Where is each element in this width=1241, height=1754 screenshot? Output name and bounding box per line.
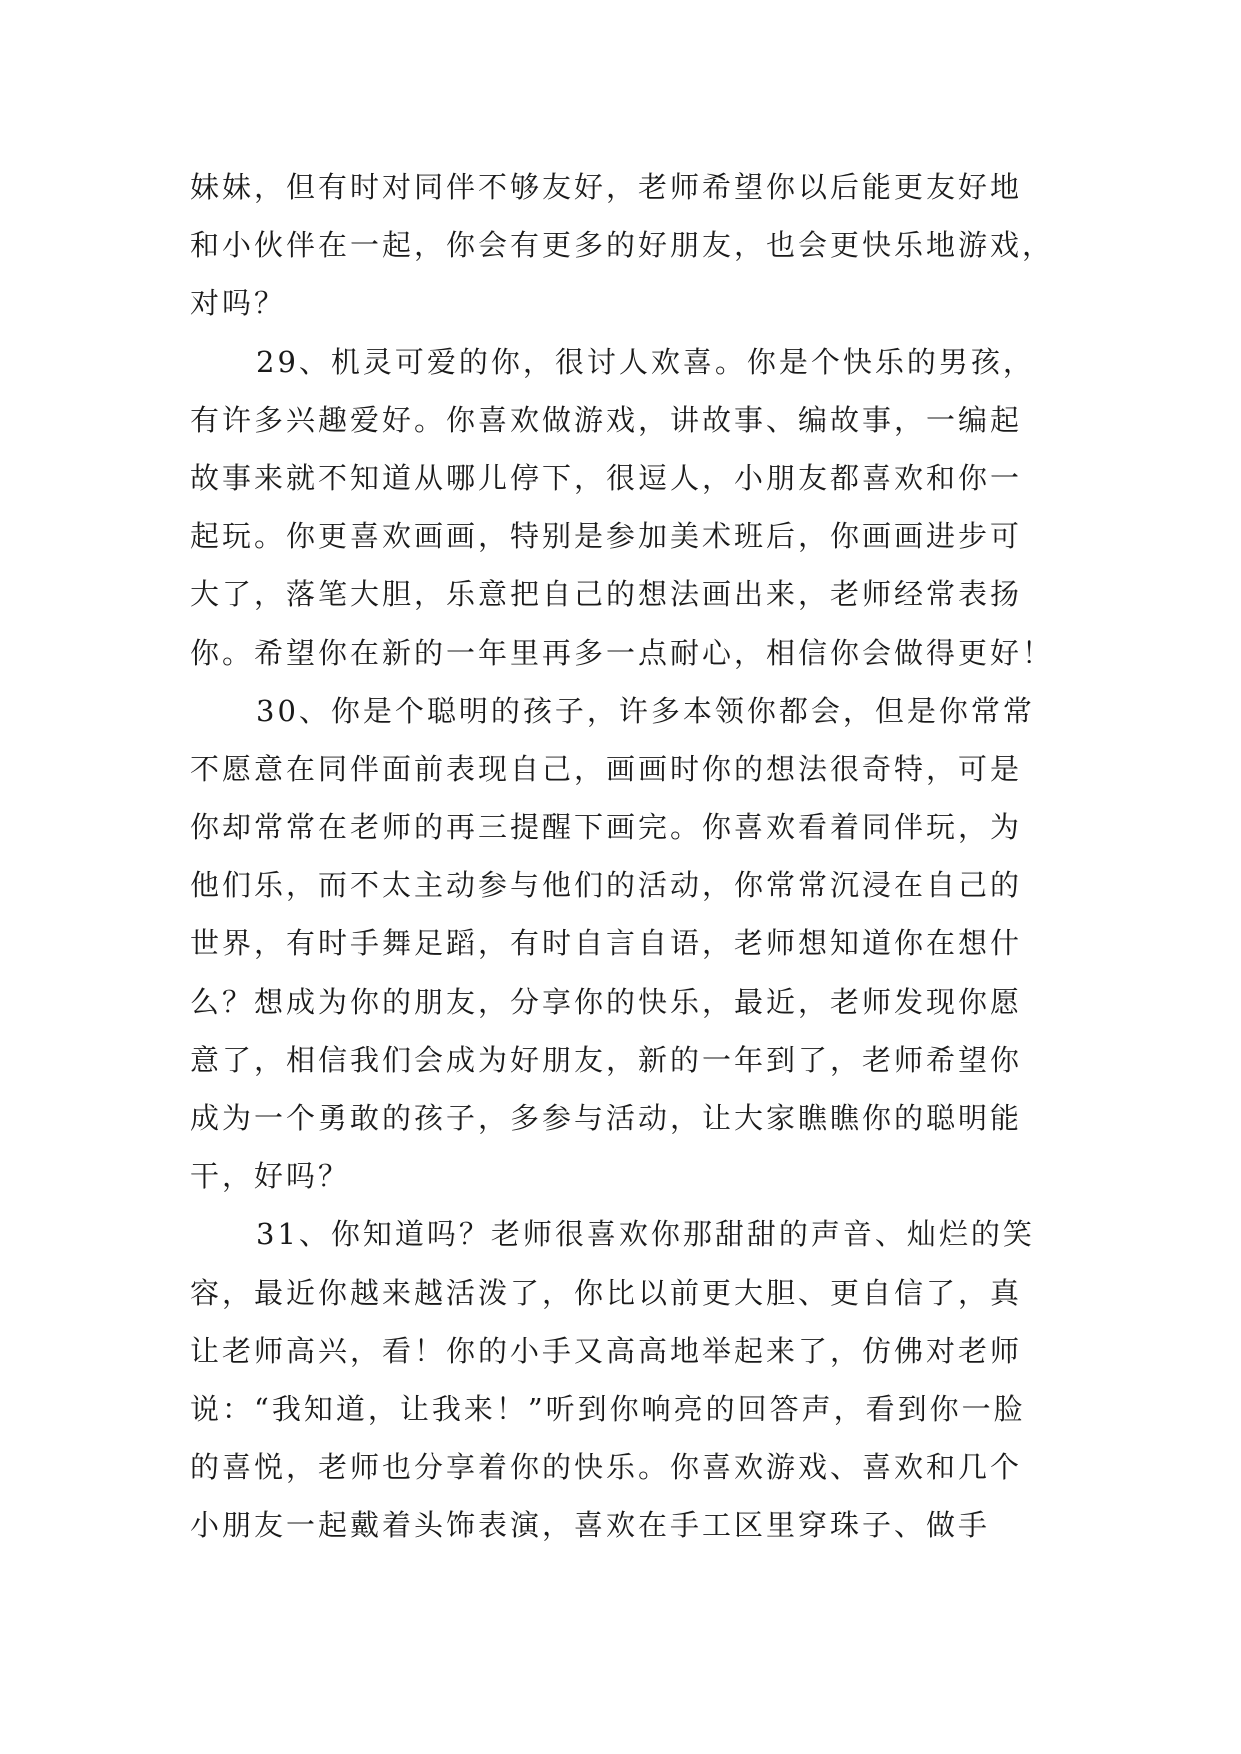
paragraph-start-29: 29、机灵可爱的你，很讨人欢喜。你是个快乐的男孩， <box>256 344 1035 379</box>
text-line: 容，最近你越来越活泼了，你比以前更大胆、更自信了，真 <box>190 1275 1023 1310</box>
body-text <box>190 158 1060 1555</box>
text-line: 他们乐，而不太主动参与他们的活动，你常常沉浸在自己的 <box>190 868 1023 903</box>
text-line: 和小伙伴在一起，你会有更多的好朋友，也会更快乐地游戏， <box>190 228 1055 263</box>
text-line: 意了，相信我们会成为好朋友，新的一年到了，老师希望你 <box>190 1042 1023 1077</box>
text-line: 故事来就不知道从哪儿停下，很逗人，小朋友都喜欢和你一 <box>190 460 1023 495</box>
text-line: 你却常常在老师的再三提醒下画完。你喜欢看着同伴玩，为 <box>190 810 1023 845</box>
text-line: 妹妹，但有时对同伴不够友好，老师希望你以后能更友好地 <box>190 170 1023 204</box>
text-line: 世界，有时手舞足蹈，有时自言自语，老师想知道你在想什 <box>190 926 1023 961</box>
paragraph-start-31: 31、你知道吗？老师很喜欢你那甜甜的声音、灿烂的笑 <box>256 1217 1035 1252</box>
text-line: 小朋友一起戴着头饰表演，喜欢在手工区里穿珠子、做手 <box>190 1508 991 1543</box>
text-line: 的喜悦，老师也分享着你的快乐。你喜欢游戏、喜欢和几个 <box>190 1450 1023 1485</box>
text-line: 么？想成为你的朋友，分享你的快乐，最近，老师发现你愿 <box>190 984 1023 1019</box>
text-line: 起玩。你更喜欢画画，特别是参加美术班后，你画画进步可 <box>190 519 1023 554</box>
text-line: 让老师高兴，看！你的小手又高高地举起来了，仿佛对老师 <box>190 1333 1023 1368</box>
paragraph-start-30: 30、你是个聪明的孩子，许多本领你都会，但是你常常 <box>256 693 1035 728</box>
text-line: 成为一个勇敢的孩子，多参与活动，让大家瞧瞧你的聪明能 <box>190 1101 1023 1135</box>
text-line: 对吗？ <box>190 286 287 321</box>
text-line: 有许多兴趣爱好。你喜欢做游戏，讲故事、编故事，一编起 <box>190 402 1023 437</box>
text-line: 大了，落笔大胆，乐意把自己的想法画出来，老师经常表扬 <box>190 577 1023 612</box>
text-line: 不愿意在同伴面前表现自己，画画时你的想法很奇特，可是 <box>190 751 1023 786</box>
text-line: 你。希望你在新的一年里再多一点耐心，相信你会做得更好！ <box>190 635 1055 670</box>
text-line: 干，好吗？ <box>190 1159 351 1194</box>
text-line: 说：“我知道，让我来！”听到你响亮的回答声，看到你一脸 <box>190 1391 1026 1426</box>
